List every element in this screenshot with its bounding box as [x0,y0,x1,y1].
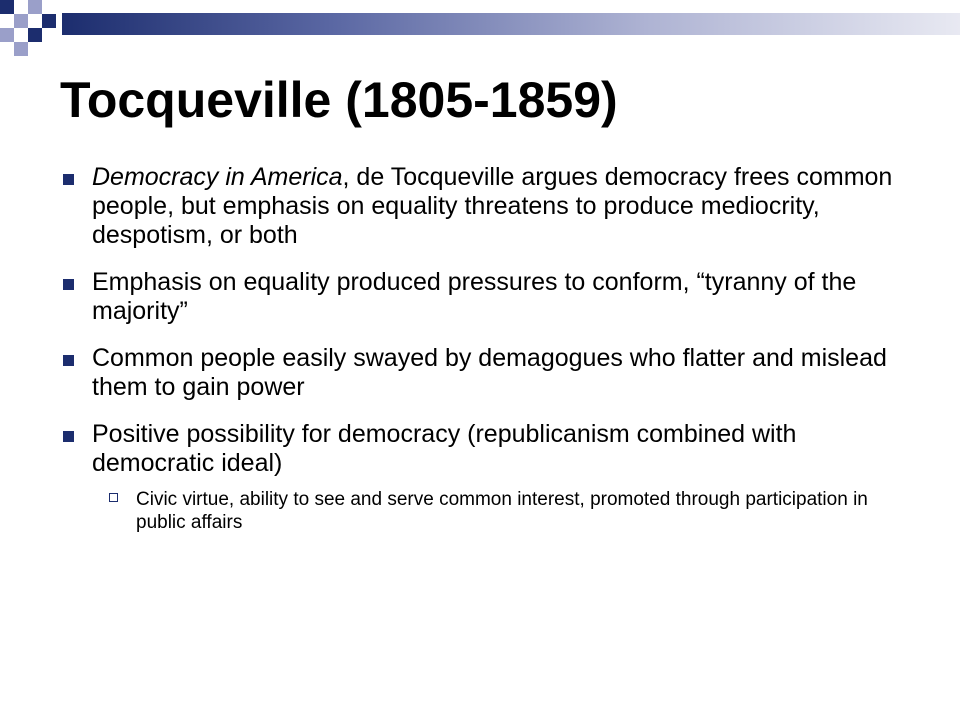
decor-square-icon [28,0,42,14]
square-bullet-icon [63,174,74,185]
slide-title: Tocqueville (1805-1859) [60,72,618,128]
decor-square-icon [0,28,14,42]
bullet-text: Emphasis on equality produced pressures to conform, “tyranny of the majority” [92,268,857,325]
bullet-item [62,344,922,402]
hollow-square-bullet-icon [109,493,118,502]
book-title: Democracy in America [92,163,343,191]
square-bullet-icon [63,355,74,366]
decor-square-icon [14,42,28,56]
decor-square-icon [42,14,56,28]
sub-bullet-list [92,488,922,534]
square-bullet-icon [63,431,74,442]
sub-bullet-item [92,488,922,534]
header-gradient-bar [62,13,960,35]
bullet-item [62,163,922,250]
square-bullet-icon [63,279,74,290]
bullet-text: , de Tocqueville argues democracy frees common people, but emphasis on equality threatens to produce mediocrity, despotism, or both [92,163,893,249]
decor-square-icon [14,14,28,28]
decor-square-icon [0,0,14,14]
bullet-text: Common people easily swayed by demagogues who flatter and mislead them to gain power [92,344,887,401]
decor-square-icon [28,28,42,42]
bullet-list [62,163,922,552]
sub-bullet-text: Civic virtue, ability to see and serve common interest, promoted through participation in public affairs [136,489,868,533]
bullet-item [62,268,922,326]
bullet-text: Positive possibility for democracy (republicanism combined with democratic ideal) [92,420,797,477]
bullet-item [62,420,922,534]
